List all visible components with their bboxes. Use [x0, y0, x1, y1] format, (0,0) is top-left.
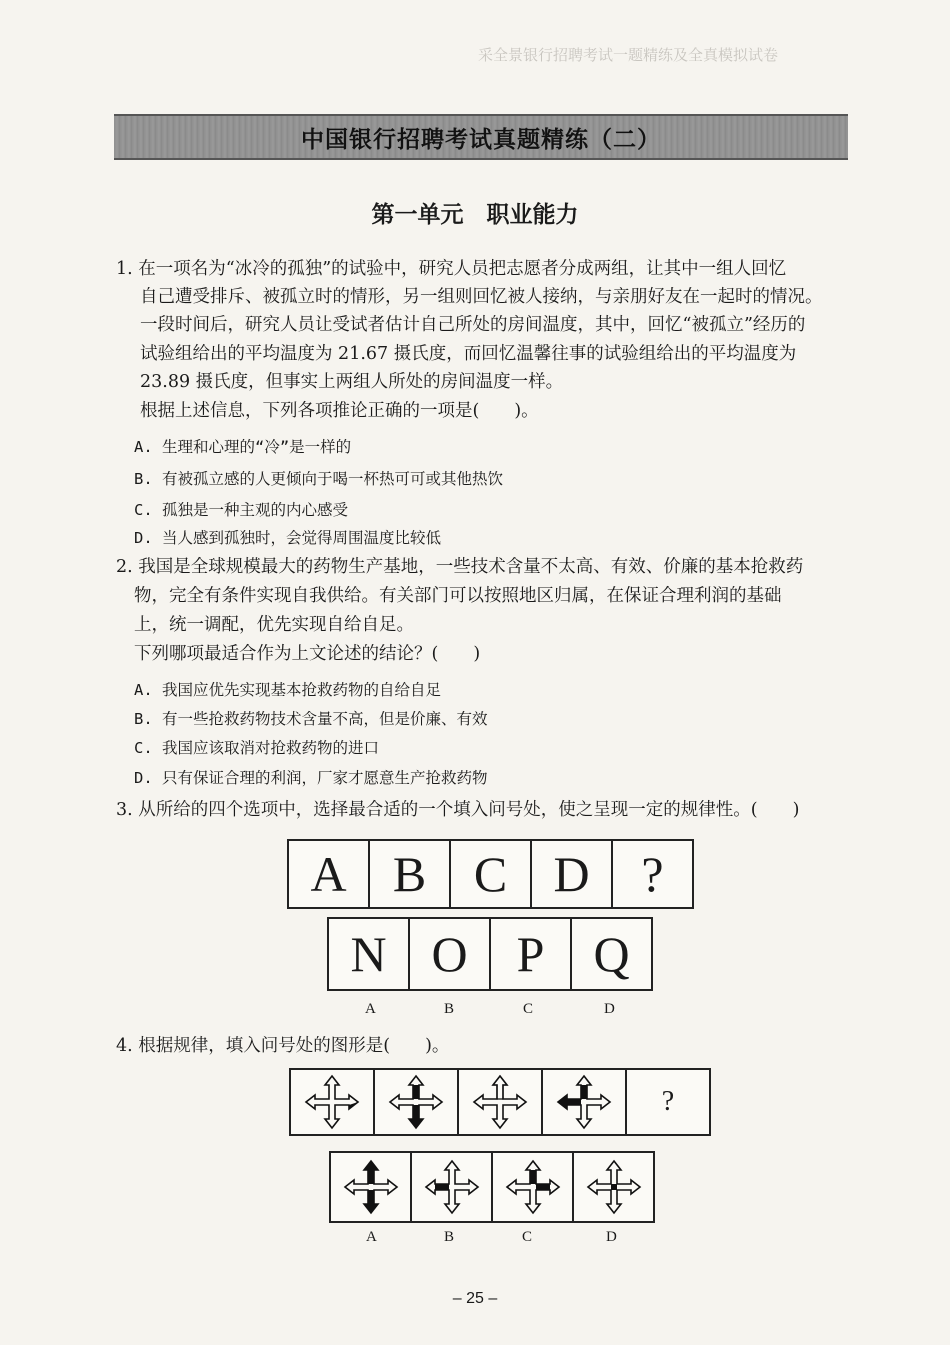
q3-choice-b[interactable]: O — [410, 919, 491, 989]
four-way-arrow-icon — [554, 1072, 614, 1132]
q3-choice-c[interactable]: P — [491, 919, 572, 989]
q3-label-d: D — [604, 1001, 615, 1017]
q4-sequence-figure-4 — [543, 1070, 627, 1134]
page-number: – 25 – — [452, 1290, 498, 1307]
q2-line: 下列哪项最适合作为上文论述的结论？( ) — [134, 644, 481, 664]
q4-sequence-row — [289, 1068, 711, 1136]
bleed-through-header: 采全景银行招聘考试一题精练及全真模拟试卷 — [478, 46, 779, 64]
q3-sequence-row — [287, 839, 694, 909]
q3-label-b: B — [444, 1001, 455, 1017]
q3-choice-d[interactable]: Q — [593, 926, 630, 982]
q3-sequence-cell: A — [289, 841, 370, 907]
q4-sequence-figure-3 — [459, 1070, 543, 1134]
q3-sequence-cell: B — [370, 841, 451, 907]
four-way-arrow-icon — [302, 1072, 362, 1132]
q4-label-c: C — [522, 1229, 533, 1245]
q1-option-b: B. 有被孤立感的人更倾向于喝一杯热可可或其他热饮 — [134, 470, 503, 488]
q3-sequence-cell: D — [532, 841, 613, 907]
q2-option-b: B. 有一些抢救药物技术含量不高，但是价廉、有效 — [134, 710, 488, 728]
four-way-arrow-icon — [470, 1072, 530, 1132]
q2-option-c: C. 我国应该取消对抢救药物的进口 — [134, 739, 379, 757]
q1-line: 1. 在一项名为“冰冷的孤独”的试验中，研究人员把志愿者分成两组，让其中一组人回忆 — [116, 259, 787, 279]
q3-sequence-cell: C — [451, 841, 532, 907]
q1-line: 根据上述信息，下列各项推论正确的一项是( )。 — [140, 401, 539, 421]
four-way-arrow-icon — [503, 1157, 563, 1217]
q1-line: 23.89 摄氏度，但事实上两组人所处的房间温度一样。 — [140, 372, 564, 392]
q2-line: 2. 我国是全球规模最大的药物生产基地，一些技术含量不太高、有效、价廉的基本抢救药 — [116, 557, 804, 577]
section-banner — [114, 114, 848, 160]
q4-sequence-figure-2 — [375, 1070, 459, 1134]
q4-choices-row — [329, 1151, 655, 1223]
q4-question-mark: ? — [661, 1086, 675, 1117]
q1-line: 试验组给出的平均温度为 21.67 摄氏度，而回忆温馨往事的试验组给出的平均温度为 — [140, 344, 797, 364]
four-way-arrow-icon — [584, 1157, 644, 1217]
q3-question-mark: ? — [641, 846, 664, 902]
q2-line: 上，统一调配，优先实现自给自足。 — [134, 615, 414, 635]
four-way-arrow-icon — [422, 1157, 482, 1217]
q2-option-d: D. 只有保证合理的利润，厂家才愿意生产抢救药物 — [134, 769, 488, 787]
q4-choice-c[interactable] — [493, 1153, 574, 1221]
four-way-arrow-icon — [341, 1157, 401, 1217]
q4-sequence-figure-1 — [291, 1070, 375, 1134]
q1-option-d: D. 当人感到孤独时，会觉得周围温度比较低 — [134, 529, 441, 547]
q4-label-a: A — [366, 1229, 377, 1245]
q3-stem: 3. 从所给的四个选项中，选择最合适的一个填入问号处，使之呈现一定的规律性。( ) — [116, 800, 800, 820]
q1-option-c: C. 孤独是一种主观的内心感受 — [134, 501, 348, 519]
four-way-arrow-icon — [386, 1072, 446, 1132]
q1-option-a: A. 生理和心理的“冷”是一样的 — [134, 438, 352, 456]
q1-line: 一段时间后，研究人员让受试者估计自己所处的房间温度，其中，回忆“被孤立”经历的 — [140, 315, 806, 335]
q2-option-a: A. 我国应优先实现基本抢救药物的自给自足 — [134, 681, 441, 699]
q3-label-c: C — [523, 1001, 534, 1017]
q1-line: 自己遭受排斥、被孤立时的情形，另一组则回忆被人接纳，与亲朋好友在一起时的情况。 — [140, 287, 823, 307]
q3-choice-a[interactable]: N — [329, 919, 410, 989]
q4-choice-a[interactable] — [331, 1153, 412, 1221]
q4-choice-d[interactable] — [574, 1153, 653, 1221]
q3-choices-row — [327, 917, 653, 991]
banner-title: 中国银行招聘考试真题精练（二） — [301, 125, 661, 153]
q4-choice-b[interactable] — [412, 1153, 493, 1221]
q4-label-b: B — [444, 1229, 455, 1245]
q4-label-d: D — [606, 1229, 617, 1245]
q3-label-a: A — [365, 1001, 376, 1017]
unit-title: 第一单元 职业能力 — [371, 201, 579, 228]
q2-line: 物，完全有条件实现自我供给。有关部门可以按照地区归属，在保证合理利润的基础 — [134, 586, 782, 606]
q4-stem: 4. 根据规律，填入问号处的图形是( )。 — [116, 1036, 450, 1056]
